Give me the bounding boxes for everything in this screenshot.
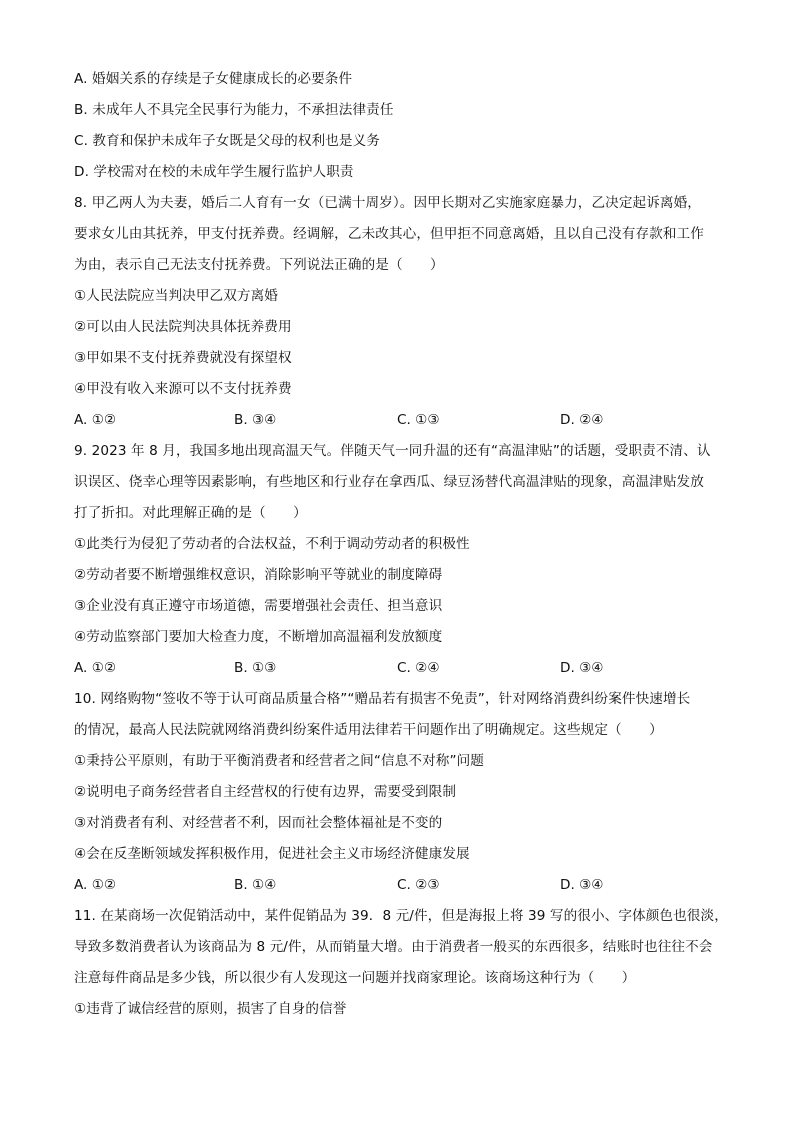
q9-stem-line: 识误区、侥幸心理等因素影响，有些地区和行业存在拿西瓜、绿豆汤替代高温津贴的现象，高温津贴发放 bbox=[74, 474, 704, 490]
q8-choice-a[interactable]: A. ①② bbox=[74, 412, 117, 428]
q11-item-1: ①违背了诚信经营的原则，损害了自身的信誉 bbox=[74, 1001, 347, 1017]
q8-choices bbox=[74, 405, 734, 436]
q8-item-3: ③甲如果不支付抚养费就没有探望权 bbox=[74, 350, 292, 366]
q9-stem-line: 9. 2023 年 8 月，我国多地出现高温天气。伴随天气一同升温的还有“高温津贴”的话题，受职责不清、认 bbox=[74, 443, 711, 459]
q8-stem-line: 为由，表示自己无法支付抚养费。下列说法正确的是（ ） bbox=[74, 257, 444, 273]
q11-stem-line: 11. 在某商场一次促销活动中，某件促销品为 39．8 元/件，但是海报上将 39 写的很小、字体颜色也很淡， bbox=[74, 908, 728, 924]
q7-option-c: C. 教育和保护未成年子女既是父母的权利也是义务 bbox=[74, 133, 381, 149]
q10-choice-b[interactable]: B. ①④ bbox=[234, 877, 277, 893]
q9-item-1: ①此类行为侵犯了劳动者的合法权益，不利于调动劳动者的积极性 bbox=[74, 536, 470, 552]
q10-item-2: ②说明电子商务经营者自主经营权的行使有边界，需要受到限制 bbox=[74, 784, 457, 800]
q8-choice-d[interactable]: D. ②④ bbox=[560, 412, 604, 428]
q10-choices bbox=[74, 870, 734, 901]
q9-item-4: ④劳动监察部门要加大检查力度，不断增加高温福利发放额度 bbox=[74, 629, 443, 645]
q9-choices bbox=[74, 653, 734, 684]
q10-choice-c[interactable]: C. ②③ bbox=[397, 877, 440, 893]
q8-item-4: ④甲没有收入来源可以不支付抚养费 bbox=[74, 381, 292, 397]
q9-choice-d[interactable]: D. ③④ bbox=[560, 660, 604, 676]
q7-option-b: B. 未成年人不具完全民事行为能力，不承担法律责任 bbox=[74, 102, 394, 118]
q9-choice-c[interactable]: C. ②④ bbox=[397, 660, 440, 676]
q8-choice-b[interactable]: B. ③④ bbox=[234, 412, 277, 428]
q11-stem-line: 注意每件商品是多少钱，所以很少有人发现这一问题并找商家理论。该商场这种行为（ ） bbox=[74, 970, 636, 986]
q9-item-2: ②劳动者要不断增强维权意识，消除影响平等就业的制度障碍 bbox=[74, 567, 443, 583]
q8-item-1: ①人民法院应当判决甲乙双方离婚 bbox=[74, 288, 278, 304]
q7-option-d: D. 学校需对在校的未成年学生履行监护人职责 bbox=[74, 164, 354, 180]
q8-stem-line: 要求女儿由其抚养，甲支付抚养费。经调解，乙未改其心，但甲拒不同意离婚，且以自己没有存款和工作 bbox=[74, 226, 704, 242]
q10-item-1: ①秉持公平原则，有助于平衡消费者和经营者之间“信息不对称”问题 bbox=[74, 753, 484, 769]
q9-choice-a[interactable]: A. ①② bbox=[74, 660, 117, 676]
q8-item-2: ②可以由人民法院判决具体抚养费用 bbox=[74, 319, 292, 335]
q9-item-3: ③企业没有真正遵守市场道德，需要增强社会责任、担当意识 bbox=[74, 598, 443, 614]
q9-stem-line: 打了折扣。对此理解正确的是（ ） bbox=[74, 505, 307, 521]
q11-stem-line: 导致多数消费者认为该商品为 8 元/件，从而销量大增。由于消费者一般买的东西很多，结账时也往往不会 bbox=[74, 939, 713, 955]
q7-option-a: A. 婚姻关系的存续是子女健康成长的必要条件 bbox=[74, 71, 353, 87]
q10-item-3: ③对消费者有利、对经营者不利，因而社会整体福祉是不变的 bbox=[74, 815, 443, 831]
q9-choice-b[interactable]: B. ①③ bbox=[234, 660, 277, 676]
q10-stem-line: 的情况，最高人民法院就网络消费纠纷案件适用法律若干问题作出了明确规定。这些规定（ ） bbox=[74, 722, 663, 738]
q8-choice-c[interactable]: C. ①③ bbox=[397, 412, 440, 428]
question-content bbox=[74, 64, 734, 1025]
q10-stem-line: 10. 网络购物“签收不等于认可商品质量合格”“赠品若有损害不免责”，针对网络消费纠纷案件快速增长 bbox=[74, 691, 691, 707]
q10-choice-d[interactable]: D. ③④ bbox=[560, 877, 604, 893]
q8-stem-line: 8. 甲乙两人为夫妻，婚后二人育有一女（已满十周岁）。因甲长期对乙实施家庭暴力，乙决定起诉离婚， bbox=[74, 195, 702, 211]
q10-item-4: ④会在反垄断领域发挥积极作用，促进社会主义市场经济健康发展 bbox=[74, 846, 470, 862]
q10-choice-a[interactable]: A. ①② bbox=[74, 877, 117, 893]
